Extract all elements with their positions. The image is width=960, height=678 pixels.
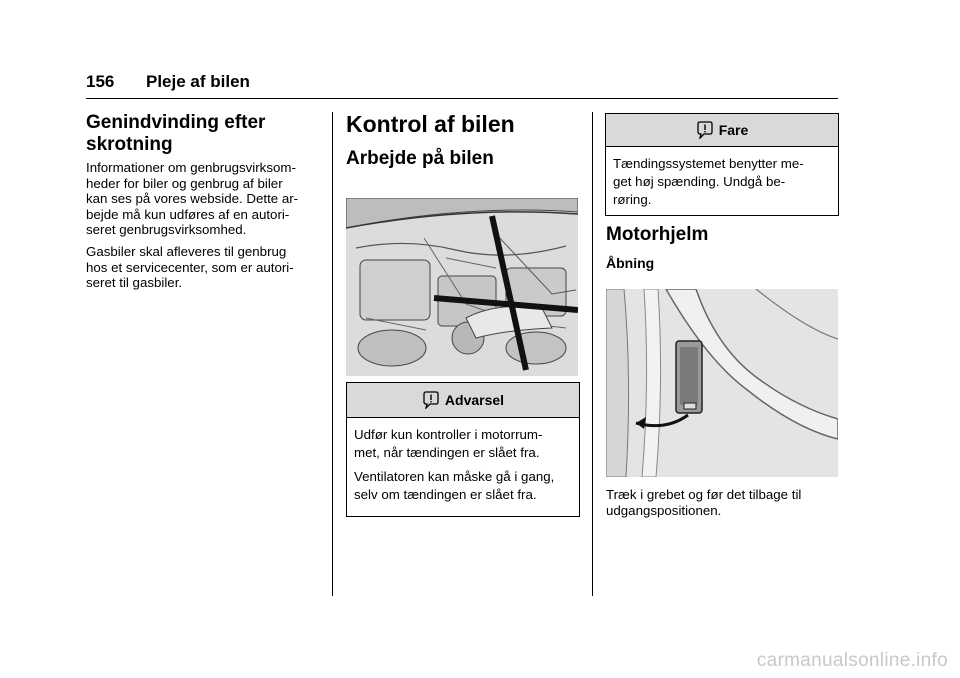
work-on-car-heading: Arbejde på bilen (346, 148, 494, 169)
recycling-heading (86, 112, 316, 156)
warning-icon (696, 121, 714, 139)
text-line: selv om tændingen er slået fra. (354, 487, 537, 502)
text-line: Ventilatoren kan måske gå i gang, (354, 469, 555, 484)
bonnet-release-illustration (606, 289, 838, 477)
header-rule (86, 98, 838, 99)
warning-icon (422, 391, 440, 409)
danger-box-body (606, 147, 838, 215)
recycling-paragraph-2 (86, 244, 326, 291)
page-main-heading: Kontrol af bilen (346, 111, 515, 137)
column-divider-2 (592, 112, 593, 596)
warning-box (346, 382, 580, 517)
warning-paragraph-1 (354, 426, 572, 462)
page-number: 156 (86, 72, 115, 91)
text-line: bejde må kun udføres af en autori- (86, 206, 290, 222)
engine-bay-drawing (346, 198, 578, 376)
text-line: kan ses på vores webside. Dette ar- (86, 191, 299, 207)
watermark: carmanualsonline.info (756, 650, 948, 671)
section-title: Pleje af bilen (146, 72, 250, 91)
text-line: met, når tændingen er slået fra. (354, 445, 540, 460)
text-line: get høj spænding. Undgå be- (613, 174, 786, 189)
recycling-paragraph-1 (86, 160, 326, 238)
text-line: Gasbiler skal afleveres til genbrug (86, 243, 287, 259)
danger-label: Fare (718, 122, 749, 138)
text-line: udgangspositionen. (606, 502, 722, 518)
text-line: røring. (613, 192, 652, 207)
danger-box-header (606, 114, 838, 147)
warning-box-body (347, 418, 579, 516)
text-line: hos et servicecenter, som er autori- (86, 259, 294, 275)
text-line: Udfør kun kontroller i motorrum- (354, 427, 543, 442)
text-line: Træk i grebet og før det tilbage til (606, 487, 802, 502)
bonnet-heading: Motorhjelm (606, 224, 709, 245)
warning-box-header (347, 383, 579, 418)
opening-subheading: Åbning (606, 255, 655, 271)
text-line: seret genbrugsvirksomhed. (86, 222, 247, 238)
text-line: seret til gasbiler. (86, 275, 183, 291)
recycling-heading-line-1: Genindvinding efter (86, 112, 266, 133)
engine-bay-illustration (346, 198, 578, 376)
bonnet-release-drawing (606, 289, 838, 477)
recycling-text (86, 160, 326, 297)
bonnet-caption (606, 487, 838, 518)
text-line: heder for biler og genbrug af biler (86, 175, 283, 191)
warning-paragraph-2 (354, 468, 572, 504)
text-line: Tændingssystemet benytter me- (613, 156, 804, 171)
warning-label: Advarsel (444, 392, 505, 408)
text-line: Informationer om genbrugsvirksom- (86, 160, 296, 175)
danger-paragraph (613, 155, 831, 209)
recycling-heading-line-2: skrotning (86, 134, 173, 155)
danger-box (605, 113, 839, 216)
column-divider-1 (332, 112, 333, 596)
